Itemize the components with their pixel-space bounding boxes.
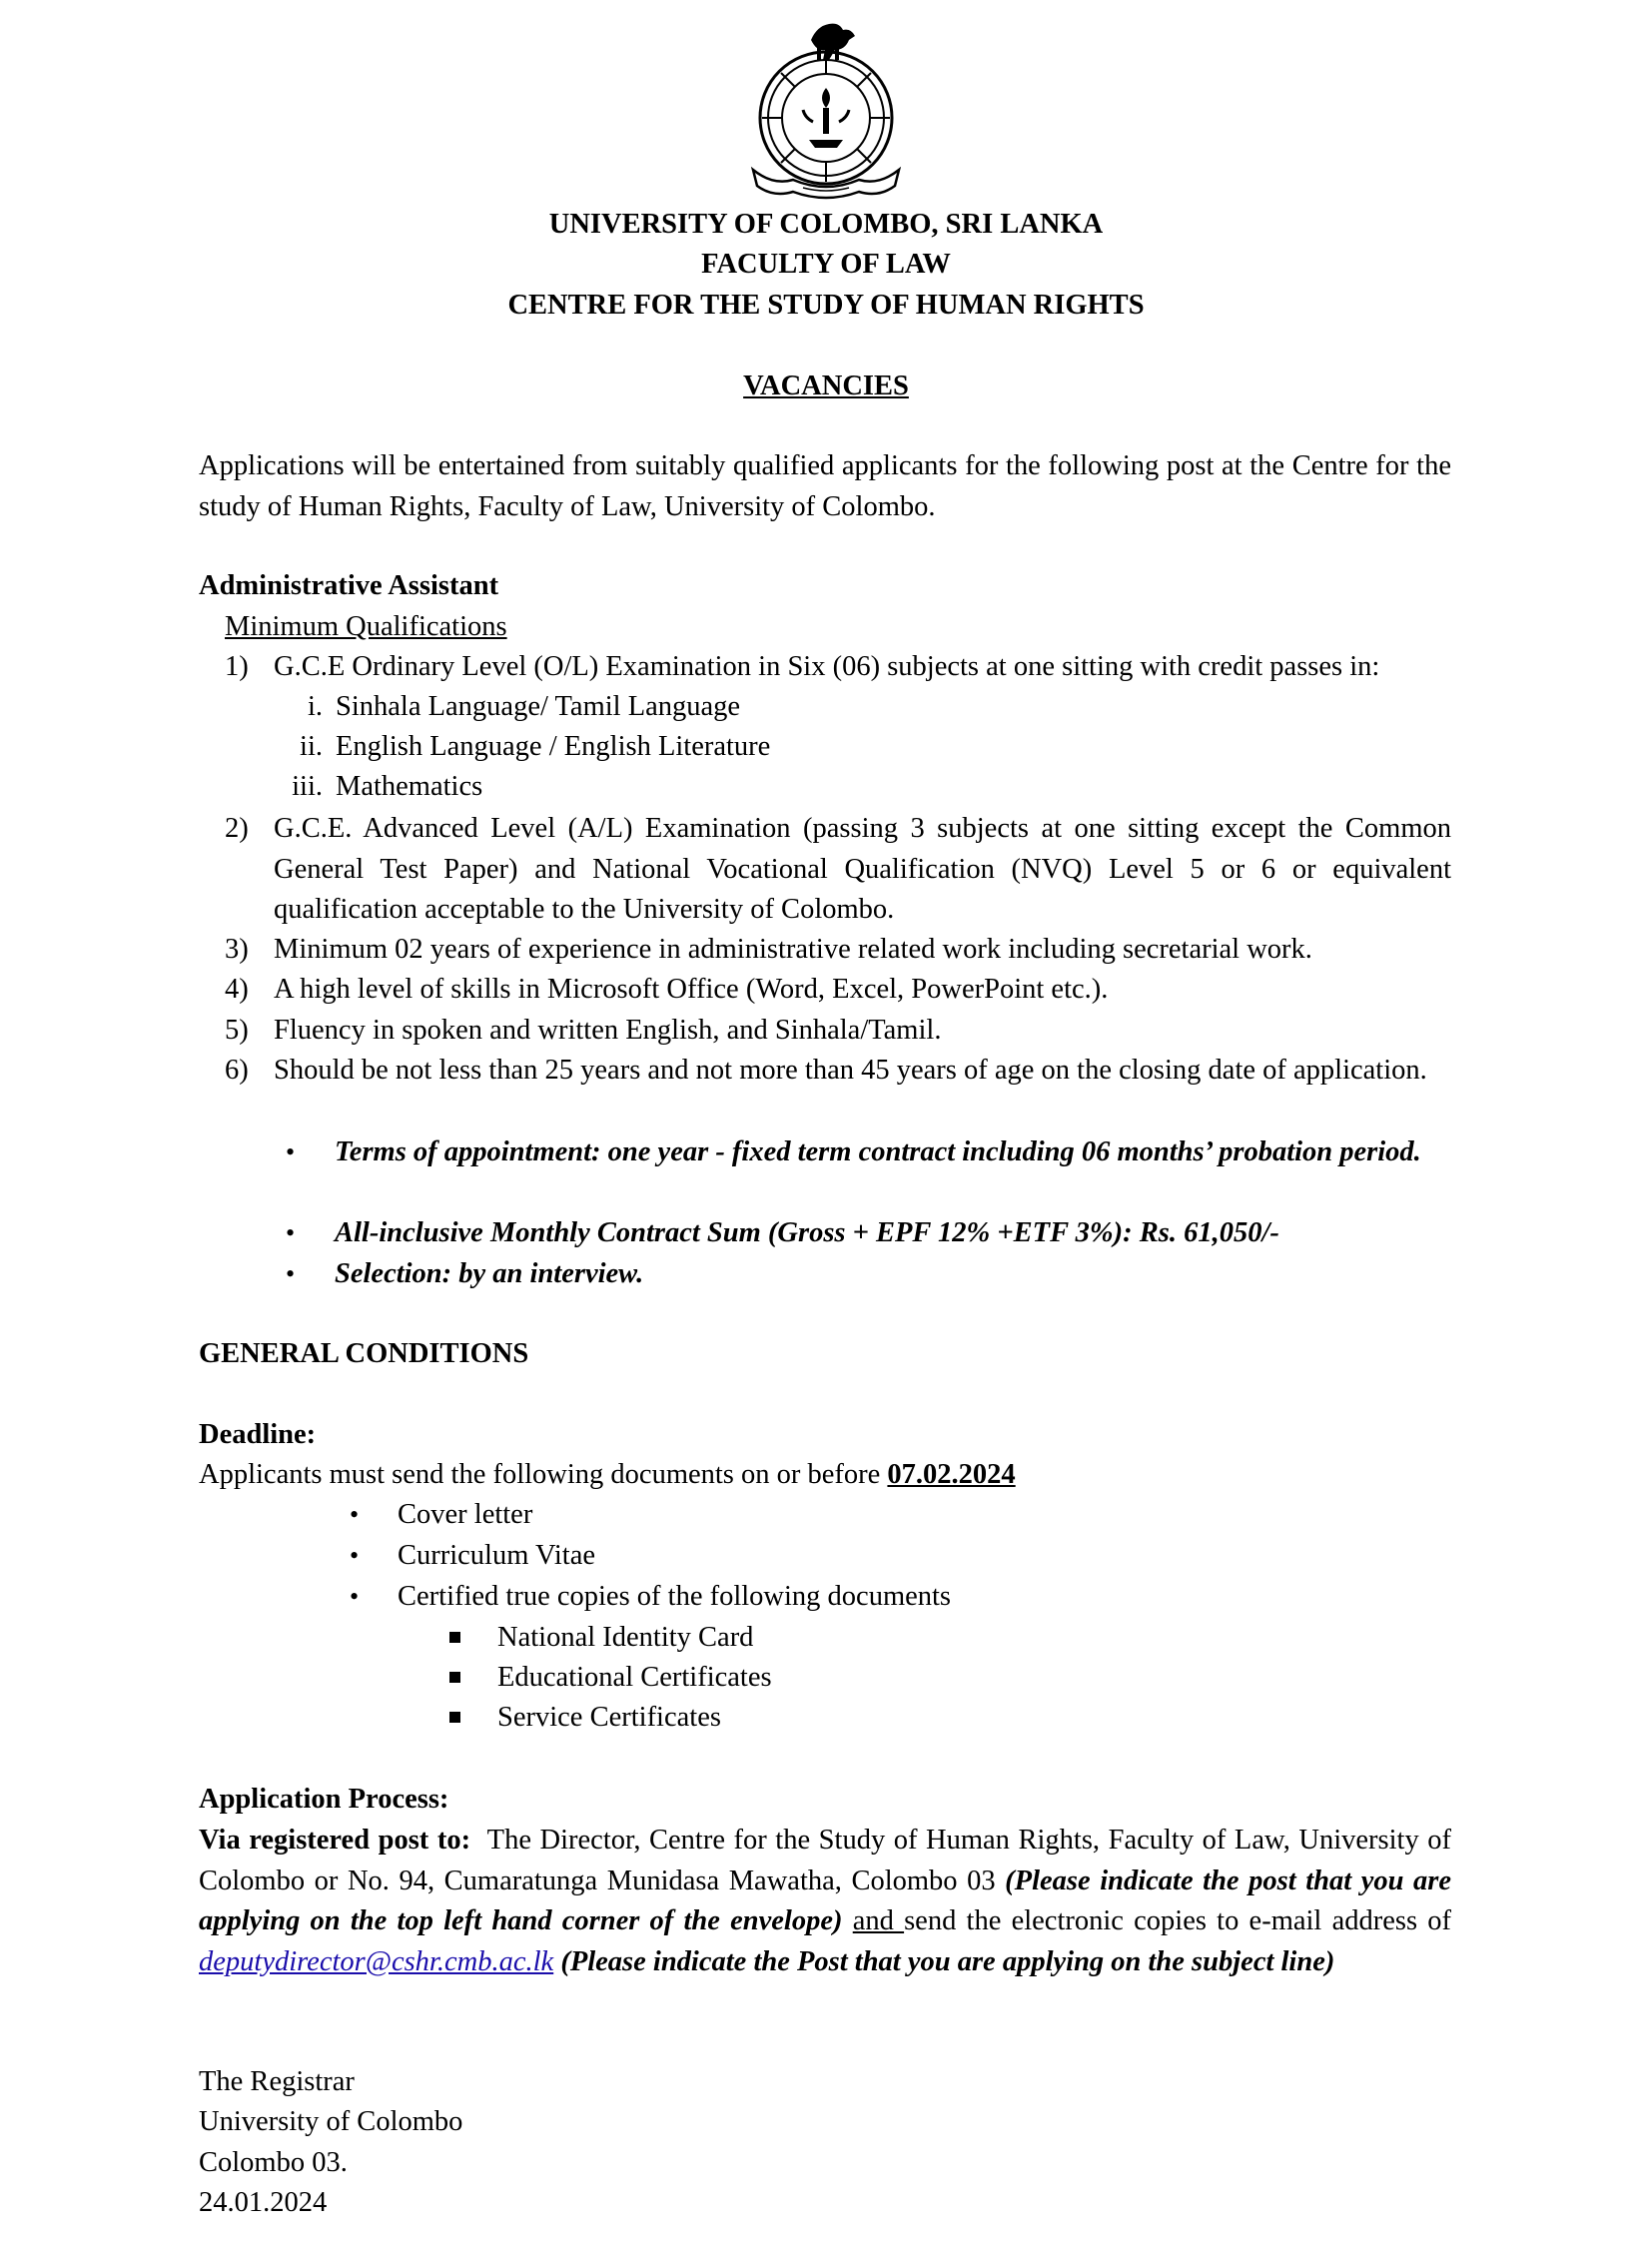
subdocument-item: Educational Certificates [497, 1662, 772, 1693]
document-item: Curriculum Vitae [398, 1540, 596, 1571]
bullet-icon: • [350, 1541, 360, 1570]
documents-list [0, 1495, 1652, 1617]
min-qualifications-heading: Minimum Qualifications [225, 611, 507, 642]
subdocument-item: Service Certificates [497, 1702, 721, 1733]
subject-note: (Please indicate the Post that you are applying on the subject line) [560, 1945, 1335, 1977]
subdocuments-list [0, 1618, 1652, 1740]
item-number: 5) [225, 1015, 249, 1046]
subject-number: ii. [300, 731, 323, 762]
post-title: Administrative Assistant [199, 570, 499, 601]
intro-paragraph: Applications will be entertained from suitably qualified applicants for the following post at the Centre for the study of Human Rights, Faculty of Law, University of Colombo. [199, 450, 1451, 522]
qualification-item [199, 809, 1451, 931]
university-crest-icon [733, 10, 919, 202]
deadline-text: Applicants must send the following documents on or before [199, 1459, 888, 1490]
qualification-item [199, 1011, 1451, 1052]
item-number: 4) [225, 974, 249, 1005]
application-process-heading: Application Process: [199, 1784, 449, 1815]
envelope-note: (Please indicate the post that you are applying on the top left hand corner of the envelope) [199, 1865, 1452, 1936]
qualification-item [199, 930, 1451, 971]
via-label: Via registered post to: [199, 1825, 471, 1856]
square-bullet-icon [449, 1632, 460, 1643]
application-paragraph [199, 1821, 1451, 1982]
postal-address: The Director, Centre for the Study of Human Rights, Faculty of Law, University of Colombo or No. 94, Cumaratunga Munidasa Mawatha, Colombo 03 [199, 1825, 1451, 1896]
notice-date: 24.01.2024 [199, 2187, 328, 2218]
item-text: Fluency in spoken and written English, and Sinhala/Tamil. [274, 1015, 942, 1046]
qualification-item [199, 1051, 1451, 1132]
bullet-icon: • [286, 1137, 296, 1166]
signature-line: Colombo 03. [199, 2147, 348, 2178]
subject-item: Mathematics [336, 771, 483, 802]
item-number: 1) [225, 651, 249, 682]
qualification-item [199, 970, 1451, 1011]
item-number: 2) [225, 813, 249, 844]
centre-name: CENTRE FOR THE STUDY OF HUMAN RIGHTS [507, 290, 1145, 321]
and-text: and [852, 1905, 905, 1936]
item-text: Minimum 02 years of experience in administrative related work including secretarial work. [274, 934, 1312, 965]
university-name: UNIVERSITY OF COLOMBO, SRI LANKA [548, 209, 1104, 240]
document-item: Certified true copies of the following documents [398, 1581, 952, 1612]
bullet-icon: • [350, 1500, 360, 1529]
square-bullet-icon [449, 1712, 460, 1723]
subdocument-item: National Identity Card [497, 1622, 754, 1653]
item-text: A high level of skills in Microsoft Office (Word, Excel, PowerPoint etc.). [274, 974, 1109, 1005]
faculty-name: FACULTY OF LAW [701, 249, 951, 280]
subject-number: iii. [292, 771, 323, 802]
term-item: All-inclusive Monthly Contract Sum (Gross + EPF 12% +ETF 3%): Rs. 61,050/- [335, 1217, 1279, 1248]
send-text: send the electronic copies to e-mail address of [904, 1905, 1451, 1936]
terms-list [0, 1132, 1652, 1292]
subject-item: Sinhala Language/ Tamil Language [336, 691, 741, 722]
signature-line: The Registrar [199, 2066, 355, 2097]
square-bullet-icon [449, 1672, 460, 1683]
signature-line: University of Colombo [199, 2106, 463, 2137]
deadline-line [199, 1455, 1016, 1496]
item-number: 6) [225, 1055, 249, 1086]
email-link[interactable]: deputydirector@cshr.cmb.ac.lk [199, 1945, 554, 1977]
item-text: G.C.E Ordinary Level (O/L) Examination in Six (06) subjects at one sitting with credit passes in: [274, 651, 1380, 682]
term-item: Terms of appointment: one year - fixed term contract including 06 months’ probation period. [335, 1136, 1421, 1167]
item-number: 3) [225, 934, 249, 965]
subject-item: English Language / English Literature [336, 731, 771, 762]
item-text: G.C.E. Advanced Level (A/L) Examination (passing 3 subjects at one sitting except the Common General Test Paper) and National Vocational Qualification (NVQ) Level 5 or 6 or equivalent qualification acceptable to the University of Colombo. [274, 813, 1451, 925]
bullet-icon: • [350, 1582, 360, 1611]
subject-list [0, 687, 1652, 809]
item-text: Should be not less than 25 years and not more than 45 years of age on the closing date of application. [274, 1055, 1427, 1086]
deadline-date: 07.02.2024 [887, 1459, 1016, 1490]
general-conditions-heading: GENERAL CONDITIONS [199, 1338, 529, 1369]
document-item: Cover letter [398, 1499, 533, 1530]
bullet-icon: • [286, 1218, 296, 1247]
subject-number: i. [307, 691, 323, 722]
qualification-item [199, 647, 1451, 688]
deadline-label: Deadline: [199, 1419, 317, 1450]
term-item: Selection: by an interview. [335, 1258, 644, 1289]
page-title: VACANCIES [743, 371, 909, 401]
bullet-icon: • [286, 1259, 296, 1288]
